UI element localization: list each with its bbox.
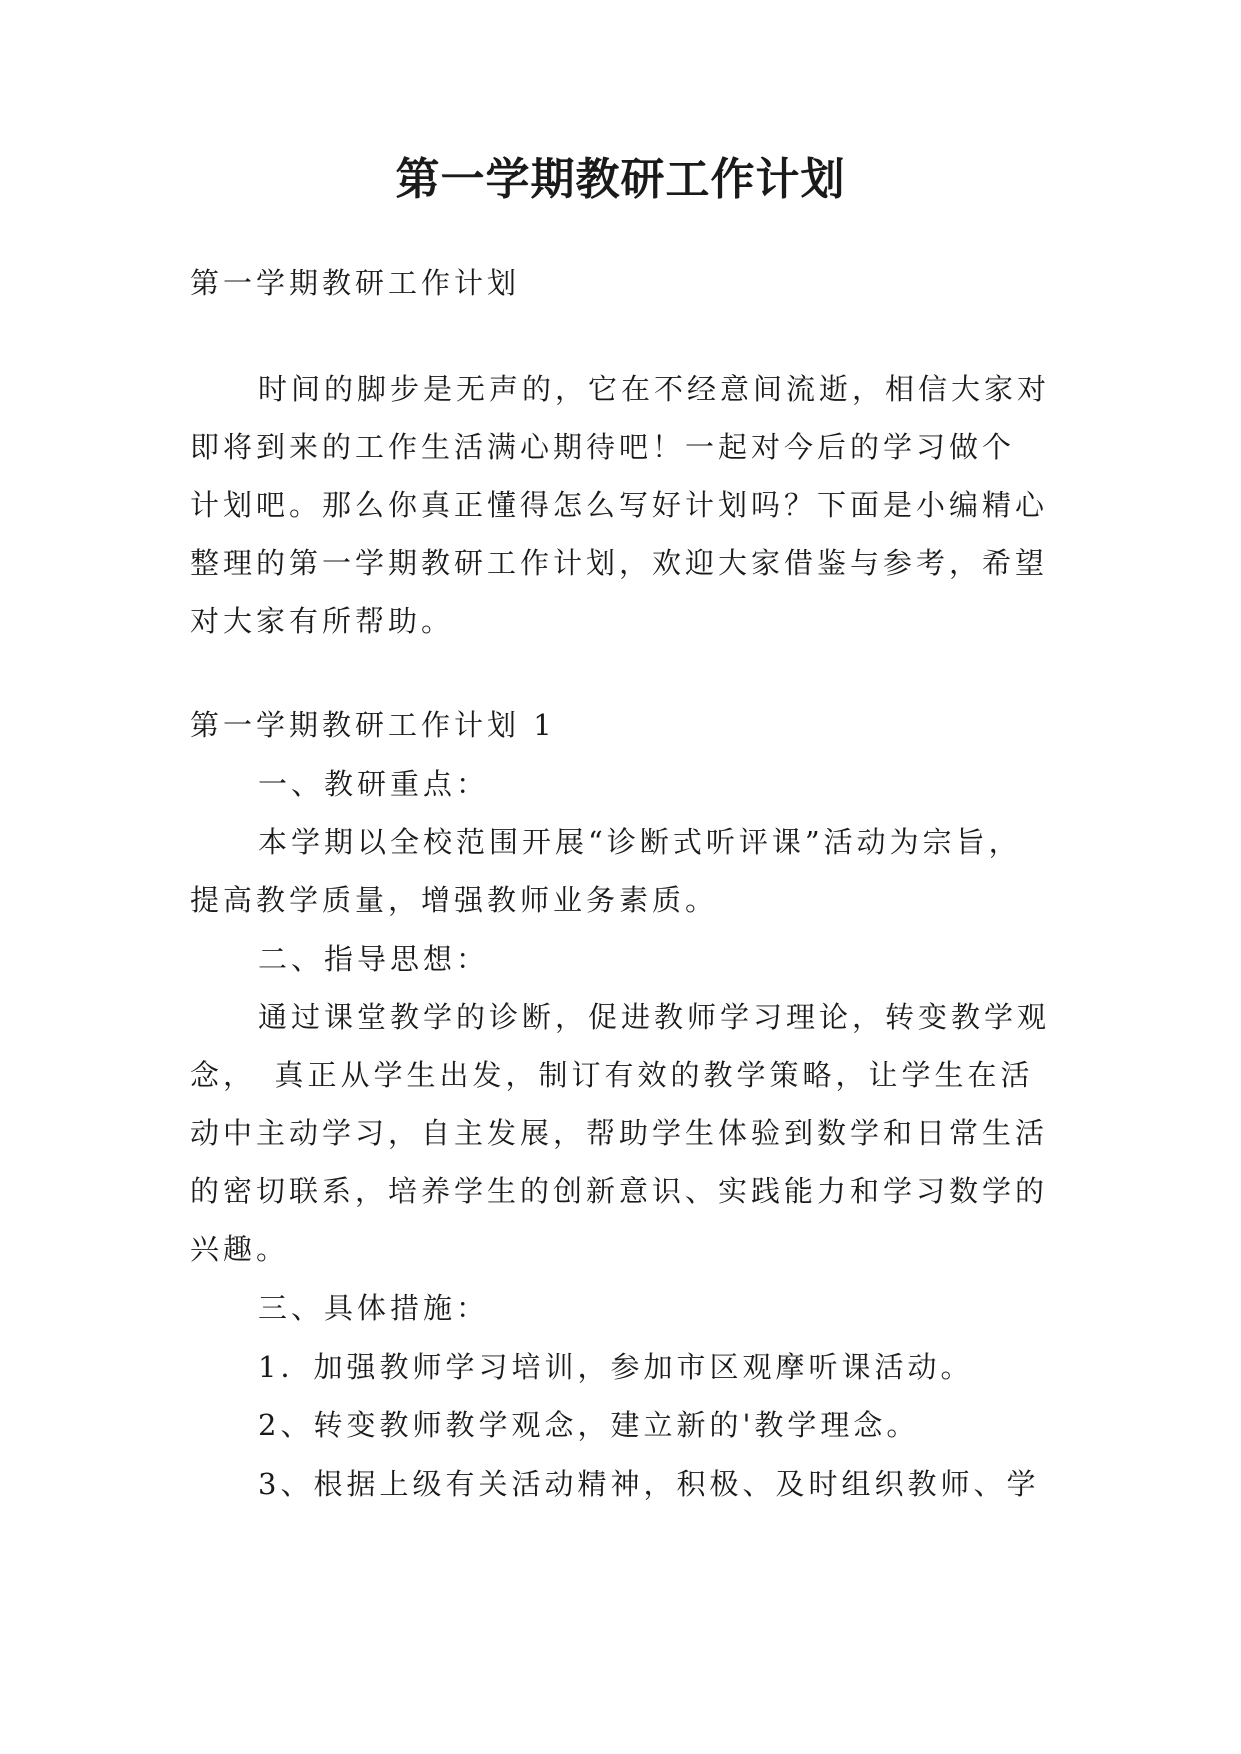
- intro-line: 即将到来的工作生活满心期待吧！一起对今后的学习做个: [190, 430, 1016, 464]
- paragraph-line: 本学期以全校范围开展“诊断式听评课”活动为宗旨，: [258, 825, 1022, 859]
- section-title: 第一学期教研工作计划 1: [190, 708, 556, 742]
- heading-key-points: 一、教研重点：: [258, 767, 490, 801]
- measure-item: 3、根据上级有关活动精神，积极、及时组织教师、学: [258, 1467, 1040, 1501]
- paragraph-line: 提高教学质量，增强教师业务素质。: [190, 883, 719, 917]
- intro-line: 对大家有所帮助。: [190, 604, 455, 638]
- paragraph-line: 的密切联系，培养学生的创新意识、实践能力和学习数学的: [190, 1174, 1049, 1208]
- paragraph-line: 动中主动学习，自主发展，帮助学生体验到数学和日常生活: [190, 1116, 1049, 1150]
- paragraph-line: 念， 真正从学生出发，制订有效的教学策略，让学生在活: [190, 1058, 1034, 1092]
- measure-item: 1．加强教师学习培训，参加市区观摩听课活动。: [258, 1350, 974, 1384]
- document-subtitle: 第一学期教研工作计划: [190, 266, 521, 300]
- measure-item: 2、转变教师教学观念，建立新的'教学理念。: [258, 1408, 920, 1442]
- heading-measures: 三、具体措施：: [258, 1291, 490, 1325]
- heading-guiding-ideas: 二、指导思想：: [258, 942, 490, 976]
- intro-line: 整理的第一学期教研工作计划，欢迎大家借鉴与参考，希望: [190, 546, 1049, 580]
- intro-line: 计划吧。那么你真正懂得怎么写好计划吗？下面是小编精心: [190, 488, 1049, 522]
- intro-line: 时间的脚步是无声的，它在不经意间流逝，相信大家对: [258, 372, 1051, 406]
- paragraph-line: 通过课堂教学的诊断，促进教师学习理论，转变教学观: [258, 1000, 1051, 1034]
- document-title: 第一学期教研工作计划: [395, 154, 846, 205]
- paragraph-line: 兴趣。: [190, 1232, 290, 1266]
